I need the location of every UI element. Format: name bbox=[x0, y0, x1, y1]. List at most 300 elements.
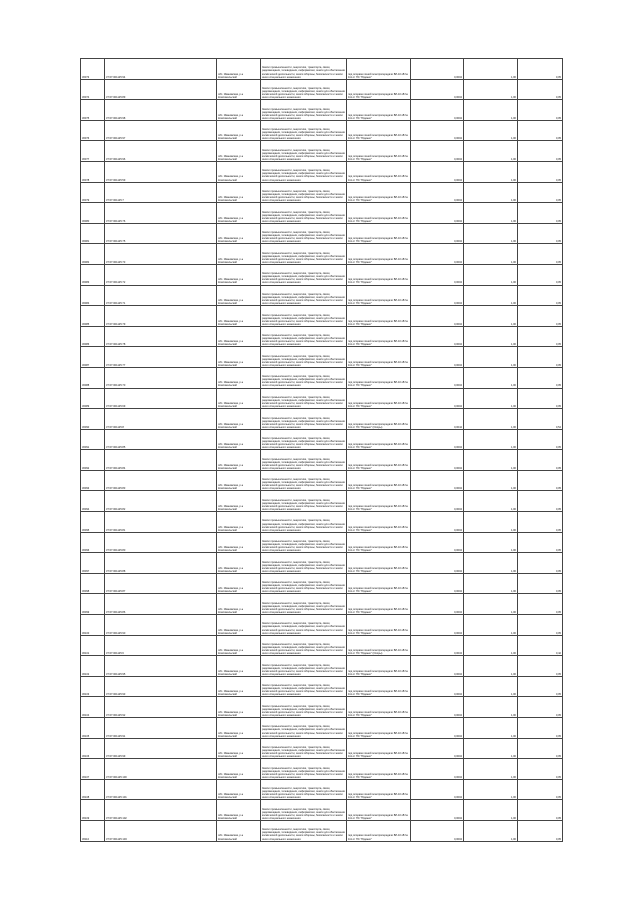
total-value-cell: 0,05 bbox=[518, 244, 563, 265]
land-category-cell: Земли промышленности, энергетики, транспорта, связи, радиовещания, телевидения, информатики, земли для обеспечения космической деятельности, земли обороны, безопасности и земли иного специального назначения bbox=[261, 718, 347, 739]
permitted-use-cell: под опорами линий электропередачи ВЛ-10 кВ № 111 от ПС "Юдинки" bbox=[347, 264, 411, 285]
table-row bbox=[81, 141, 563, 162]
permitted-use-cell: под опорами линий электропередачи ВЛ-10 кВ № 111 от ПС "Юдинки" bbox=[347, 779, 411, 800]
land-category-cell: Земли промышленности, энергетики, транспорта, связи, радиовещания, телевидения, информатики, земли для обеспечения космической деятельности, земли обороны, безопасности и земли иного специального назначения bbox=[261, 264, 347, 285]
cadastral-number-cell: 37:07:001125:75 bbox=[105, 223, 217, 244]
record-number-cell: 36083 bbox=[81, 264, 105, 285]
address-cell: обл. Ивановская, р-н Комсомольский bbox=[217, 491, 261, 512]
land-category-cell: Земли промышленности, энергетики, транспорта, связи, радиовещания, телевидения, информатики, земли для обеспечения космической деятельности, земли обороны, безопасности и земли иного специального назначения bbox=[261, 470, 347, 491]
land-category-cell: Земли промышленности, энергетики, транспорта, связи, радиовещания, телевидения, информатики, земли для обеспечения космической деятельности, земли обороны, безопасности и земли иного специального назначения bbox=[261, 820, 347, 841]
rate-value-cell: 1,00 bbox=[464, 553, 518, 574]
rate-value-cell: 1,00 bbox=[464, 120, 518, 141]
area-value-cell: 0,0004 bbox=[411, 450, 464, 471]
address-cell: обл. Ивановская, р-н Комсомольский bbox=[217, 409, 261, 430]
address-cell: обл. Ивановская, р-н Комсомольский bbox=[217, 656, 261, 677]
rate-value-cell: 1,00 bbox=[464, 182, 518, 203]
address-cell: обл. Ивановская, р-н Комсомольский bbox=[217, 203, 261, 224]
address-cell: обл. Ивановская, р-н Комсомольский bbox=[217, 100, 261, 121]
cadastral-number-cell: 37:07:001125:70 bbox=[105, 367, 217, 388]
record-number-cell: 36073 bbox=[81, 59, 105, 80]
record-number-cell: 36078 bbox=[81, 161, 105, 182]
table-row bbox=[81, 656, 563, 677]
address-cell: обл. Ивановская, р-н Комсомольский bbox=[217, 141, 261, 162]
address-cell: обл. Ивановская, р-н Комсомольский bbox=[217, 223, 261, 244]
land-category-cell: Земли промышленности, энергетики, транспорта, связи, радиовещания, телевидения, информатики, земли для обеспечения космической деятельности, земли обороны, безопасности и земли иного специального назначения bbox=[261, 79, 347, 100]
table-row bbox=[81, 635, 563, 656]
registry-page bbox=[80, 58, 562, 842]
total-value-cell: 0,05 bbox=[518, 79, 563, 100]
record-number-cell: 36093 bbox=[81, 470, 105, 491]
area-value-cell: 0,0004 bbox=[411, 429, 464, 450]
permitted-use-cell: под опорами линий электропередачи ВЛ-10 кВ № 111 от ПС "Юдинки" bbox=[347, 656, 411, 677]
area-value-cell: 0,0004 bbox=[411, 244, 464, 265]
area-value-cell: 0,0004 bbox=[411, 779, 464, 800]
area-value-cell: 0,0004 bbox=[411, 759, 464, 780]
permitted-use-cell: под опорами линий электропередачи ВЛ-10 кВ № 111 от ПС "Юдинки" bbox=[347, 182, 411, 203]
table-row bbox=[81, 779, 563, 800]
cadastral-number-cell: 37:07:001125:103 bbox=[105, 820, 217, 841]
address-cell: обл. Ивановская, р-н Комсомольский bbox=[217, 553, 261, 574]
permitted-use-cell: под опорами линий электропередачи ВЛ-10 кВ № 111 от ПС "Юдинки" bbox=[347, 759, 411, 780]
permitted-use-cell: под опорами линий электропередачи ВЛ-10 кВ № 111 от ПС "Юдинки" bbox=[347, 738, 411, 759]
table-row bbox=[81, 367, 563, 388]
area-value-cell: 0,0004 bbox=[411, 615, 464, 636]
total-value-cell: 0,05 bbox=[518, 161, 563, 182]
rate-value-cell: 1,00 bbox=[464, 718, 518, 739]
area-value-cell: 0,0004 bbox=[411, 100, 464, 121]
total-value-cell: 0,05 bbox=[518, 264, 563, 285]
rate-value-cell: 1,00 bbox=[464, 820, 518, 841]
permitted-use-cell: под опорами линий электропередачи ВЛ-10 кВ № 111 от ПС "Юдинки" bbox=[347, 429, 411, 450]
area-value-cell: 0,0004 bbox=[411, 656, 464, 677]
permitted-use-cell: под опорами линий электропередачи ВЛ-10 кВ № 111 от ПС "Юдинки" bbox=[347, 388, 411, 409]
record-number-cell: 36084 bbox=[81, 285, 105, 306]
address-cell: обл. Ивановская, р-н Комсомольский bbox=[217, 738, 261, 759]
land-category-cell: Земли промышленности, энергетики, транспорта, связи, радиовещания, телевидения, информатики, земли для обеспечения космической деятельности, земли обороны, безопасности и земли иного специального назначения bbox=[261, 285, 347, 306]
land-category-cell: Земли промышленности, энергетики, транспорта, связи, радиовещания, телевидения, информатики, земли для обеспечения космической деятельности, земли обороны, безопасности и земли иного специального назначения bbox=[261, 800, 347, 821]
address-cell: обл. Ивановская, р-н Комсомольский bbox=[217, 635, 261, 656]
cadastral-number-cell: 37:07:001125:81 bbox=[105, 512, 217, 533]
rate-value-cell: 1,00 bbox=[464, 800, 518, 821]
table-row bbox=[81, 306, 563, 327]
area-value-cell: 0,0004 bbox=[411, 491, 464, 512]
record-number-cell: 36101 bbox=[81, 635, 105, 656]
address-cell: обл. Ивановская, р-н Комсомольский bbox=[217, 512, 261, 533]
total-value-cell: 0,05 bbox=[518, 182, 563, 203]
cadastral-number-cell: 37:07:001125:92 bbox=[105, 697, 217, 718]
area-value-cell: 0,0004 bbox=[411, 79, 464, 100]
cadastral-number-cell: 37:07:001125:82 bbox=[105, 491, 217, 512]
address-cell: обл. Ивановская, р-н Комсомольский bbox=[217, 532, 261, 553]
area-value-cell: 0,0004 bbox=[411, 59, 464, 80]
record-number-cell: 36108 bbox=[81, 779, 105, 800]
cadastral-number-cell: 37:07:001125:96 bbox=[105, 141, 217, 162]
land-category-cell: Земли промышленности, энергетики, транспорта, связи, радиовещания, телевидения, информатики, земли для обеспечения космической деятельности, земли обороны, безопасности и земли иного специального назначения bbox=[261, 697, 347, 718]
total-value-cell: 0,05 bbox=[518, 615, 563, 636]
total-value-cell: 0,05 bbox=[518, 676, 563, 697]
total-value-cell: 0,05 bbox=[518, 59, 563, 80]
cadastral-number-cell: 37:07:001125:7 bbox=[105, 182, 217, 203]
table-row bbox=[81, 532, 563, 553]
cadastral-number-cell: 37:07:001125:95 bbox=[105, 656, 217, 677]
table-row bbox=[81, 120, 563, 141]
land-registry-table bbox=[80, 58, 563, 842]
total-value-cell: 0,05 bbox=[518, 779, 563, 800]
area-value-cell: 0,0004 bbox=[411, 388, 464, 409]
cadastral-number-cell: 37:07:001125:80 bbox=[105, 532, 217, 553]
permitted-use-cell: под опорами линий электропередачи ВЛ-10 кВ № 111 от ПС "Юдинки" bbox=[347, 161, 411, 182]
cadastral-number-cell: 37:07:001125:88 bbox=[105, 553, 217, 574]
area-value-cell: 0,0004 bbox=[411, 306, 464, 327]
land-category-cell: Земли промышленности, энергетики, транспорта, связи, радиовещания, телевидения, информатики, земли для обеспечения космической деятельности, земли обороны, безопасности и земли иного специального назначения bbox=[261, 676, 347, 697]
total-value-cell: 0,05 bbox=[518, 573, 563, 594]
cadastral-number-cell: 37:07:001125:94 bbox=[105, 59, 217, 80]
total-value-cell: 0,05 bbox=[518, 388, 563, 409]
record-number-cell: 36082 bbox=[81, 244, 105, 265]
address-cell: обл. Ивановская, р-н Комсомольский bbox=[217, 594, 261, 615]
total-value-cell: 0,05 bbox=[518, 759, 563, 780]
permitted-use-cell: под опорами линий электропередачи ВЛ-10 кВ № 111 от ПС "Юдинки" bbox=[347, 326, 411, 347]
permitted-use-cell: под опорами линий электропередачи ВЛ-10 кВ № 111 от ПС "Юдинки" bbox=[347, 553, 411, 574]
record-number-cell: 36079 bbox=[81, 182, 105, 203]
table-row bbox=[81, 800, 563, 821]
rate-value-cell: 1,00 bbox=[464, 264, 518, 285]
permitted-use-cell: под опорами линий электропередачи ВЛ-10 кВ № 111 от ПС "Юдинки" bbox=[347, 59, 411, 80]
land-category-cell: Земли промышленности, энергетики, транспорта, связи, радиовещания, телевидения, информатики, земли для обеспечения космической деятельности, земли обороны, безопасности и земли иного специального назначения bbox=[261, 388, 347, 409]
area-value-cell: 0,0004 bbox=[411, 594, 464, 615]
record-number-cell: 36087 bbox=[81, 347, 105, 368]
permitted-use-cell: под опорами линий электропередачи ВЛ-10 кВ № 111 от ПС "Юдинки" bbox=[347, 223, 411, 244]
cadastral-number-cell: 37:07:001125:78 bbox=[105, 326, 217, 347]
area-value-cell: 0,0004 bbox=[411, 738, 464, 759]
area-value-cell: 0,0044 bbox=[411, 409, 464, 430]
permitted-use-cell: под опорами линий электропередачи ВЛ-10 кВ № 111 от ПС "Юдинки" bbox=[347, 120, 411, 141]
total-value-cell: 0,05 bbox=[518, 532, 563, 553]
permitted-use-cell: под опорами линий электропередачи ВЛ-10 кВ № 111 от ПС "Юдинки" bbox=[347, 450, 411, 471]
land-category-cell: Земли промышленности, энергетики, транспорта, связи, радиовещания, телевидения, информатики, земли для обеспечения космической деятельности, земли обороны, безопасности и земли иного специального назначения bbox=[261, 367, 347, 388]
record-number-cell: 36085 bbox=[81, 306, 105, 327]
land-category-cell: Земли промышленности, энергетики, транспорта, связи, радиовещания, телевидения, информатики, земли для обеспечения космической деятельности, земли обороны, безопасности и земли иного специального назначения bbox=[261, 141, 347, 162]
permitted-use-cell: под опорами линий электропередачи ВЛ-10 кВ № 111 от ПС "Юдинки" (Опоры) bbox=[347, 409, 411, 430]
total-value-cell: 0,05 bbox=[518, 820, 563, 841]
rate-value-cell: 1,00 bbox=[464, 203, 518, 224]
address-cell: обл. Ивановская, р-н Комсомольский bbox=[217, 573, 261, 594]
cadastral-number-cell: 37:07:001125:100 bbox=[105, 759, 217, 780]
rate-value-cell: 1,00 bbox=[464, 491, 518, 512]
address-cell: обл. Ивановская, р-н Комсомольский bbox=[217, 800, 261, 821]
record-number-cell: 36097 bbox=[81, 553, 105, 574]
record-number-cell: 36106 bbox=[81, 738, 105, 759]
record-number-cell: 36074 bbox=[81, 79, 105, 100]
area-value-cell: 0,0004 bbox=[411, 203, 464, 224]
total-value-cell: 0,05 bbox=[518, 306, 563, 327]
land-category-cell: Земли промышленности, энергетики, транспорта, связи, радиовещания, телевидения, информатики, земли для обеспечения космической деятельности, земли обороны, безопасности и земли иного специального назначения bbox=[261, 326, 347, 347]
record-number-cell: 36095 bbox=[81, 512, 105, 533]
area-value-cell: 0,0004 bbox=[411, 161, 464, 182]
table-row bbox=[81, 553, 563, 574]
rate-value-cell: 1,00 bbox=[464, 244, 518, 265]
rate-value-cell: 1,00 bbox=[464, 409, 518, 430]
rate-value-cell: 1,00 bbox=[464, 367, 518, 388]
address-cell: обл. Ивановская, р-н Комсомольский bbox=[217, 429, 261, 450]
rate-value-cell: 1,00 bbox=[464, 100, 518, 121]
total-value-cell: 0,05 bbox=[518, 326, 563, 347]
rate-value-cell: 1,00 bbox=[464, 512, 518, 533]
cadastral-number-cell: 37:07:001125:101 bbox=[105, 779, 217, 800]
table-row bbox=[81, 594, 563, 615]
record-number-cell: 36091 bbox=[81, 429, 105, 450]
total-value-cell: 0,05 bbox=[518, 100, 563, 121]
rate-value-cell: 1,00 bbox=[464, 532, 518, 553]
cadastral-number-cell: 37:07:001125:8 bbox=[105, 409, 217, 430]
land-category-cell: Земли промышленности, энергетики, транспорта, связи, радиовещания, телевидения, информатики, земли для обеспечения космической деятельности, земли обороны, безопасности и земли иного специального назначения bbox=[261, 244, 347, 265]
land-category-cell: Земли промышленности, энергетики, транспорта, связи, радиовещания, телевидения, информатики, земли для обеспечения космической деятельности, земли обороны, безопасности и земли иного специального назначения bbox=[261, 450, 347, 471]
permitted-use-cell: под опорами линий электропередачи ВЛ-10 кВ № 111 от ПС "Юдинки" bbox=[347, 285, 411, 306]
table-row bbox=[81, 409, 563, 430]
table-row bbox=[81, 203, 563, 224]
total-value-cell: 0,05 bbox=[518, 367, 563, 388]
rate-value-cell: 1,00 bbox=[464, 326, 518, 347]
land-category-cell: Земли промышленности, энергетики, транспорта, связи, радиовещания, телевидения, информатики, земли для обеспечения космической деятельности, земли обороны, безопасности и земли иного специального назначения bbox=[261, 347, 347, 368]
address-cell: обл. Ивановская, р-н Комсомольский bbox=[217, 59, 261, 80]
address-cell: обл. Ивановская, р-н Комсомольский bbox=[217, 285, 261, 306]
cadastral-number-cell: 37:07:001125:97 bbox=[105, 120, 217, 141]
permitted-use-cell: под опорами линий электропередачи ВЛ-10 кВ № 111 от ПС "Юдинки" bbox=[347, 306, 411, 327]
record-number-cell: 36109 bbox=[81, 800, 105, 821]
cadastral-number-cell: 37:07:001125:85 bbox=[105, 429, 217, 450]
cadastral-number-cell: 37:07:001125:77 bbox=[105, 347, 217, 368]
land-category-cell: Земли промышленности, энергетики, транспорта, связи, радиовещания, телевидения, информатики, земли для обеспечения космической деятельности, земли обороны, безопасности и земли иного специального назначения bbox=[261, 635, 347, 656]
table-row bbox=[81, 264, 563, 285]
rate-value-cell: 1,00 bbox=[464, 161, 518, 182]
permitted-use-cell: под опорами линий электропередачи ВЛ-10 кВ № 111 от ПС "Юдинки" (Опоры) bbox=[347, 635, 411, 656]
table-row bbox=[81, 491, 563, 512]
cadastral-number-cell: 37:07:001125:73 bbox=[105, 244, 217, 265]
table-row bbox=[81, 244, 563, 265]
table-row bbox=[81, 285, 563, 306]
address-cell: обл. Ивановская, р-н Комсомольский bbox=[217, 244, 261, 265]
land-category-cell: Земли промышленности, энергетики, транспорта, связи, радиовещания, телевидения, информатики, земли для обеспечения космической деятельности, земли обороны, безопасности и земли иного специального назначения bbox=[261, 656, 347, 677]
rate-value-cell: 1,00 bbox=[464, 347, 518, 368]
address-cell: обл. Ивановская, р-н Комсомольский bbox=[217, 615, 261, 636]
address-cell: обл. Ивановская, р-н Комсомольский bbox=[217, 79, 261, 100]
address-cell: обл. Ивановская, р-н Комсомольский bbox=[217, 718, 261, 739]
address-cell: обл. Ивановская, р-н Комсомольский bbox=[217, 367, 261, 388]
table-row bbox=[81, 326, 563, 347]
address-cell: обл. Ивановская, р-н Комсомольский bbox=[217, 450, 261, 471]
cadastral-number-cell: 37:07:001125:86 bbox=[105, 594, 217, 615]
land-category-cell: Земли промышленности, энергетики, транспорта, связи, радиовещания, телевидения, информатики, земли для обеспечения космической деятельности, земли обороны, безопасности и земли иного специального назначения bbox=[261, 203, 347, 224]
area-value-cell: 0,0004 bbox=[411, 512, 464, 533]
total-value-cell: 0,05 bbox=[518, 203, 563, 224]
permitted-use-cell: под опорами линий электропередачи ВЛ-10 кВ № 111 от ПС "Юдинки" bbox=[347, 532, 411, 553]
table-row bbox=[81, 450, 563, 471]
rate-value-cell: 1,00 bbox=[464, 429, 518, 450]
record-number-cell: 36104 bbox=[81, 697, 105, 718]
address-cell: обл. Ивановская, р-н Комсомольский bbox=[217, 388, 261, 409]
area-value-cell: 0,0004 bbox=[411, 532, 464, 553]
total-value-cell: 0,05 bbox=[518, 656, 563, 677]
rate-value-cell: 1,00 bbox=[464, 738, 518, 759]
record-number-cell: 36075 bbox=[81, 100, 105, 121]
record-number-cell: 36081 bbox=[81, 223, 105, 244]
area-value-cell: 0,0004 bbox=[411, 347, 464, 368]
record-number-cell: 36107 bbox=[81, 759, 105, 780]
area-value-cell: 0,0004 bbox=[411, 264, 464, 285]
rate-value-cell: 1,00 bbox=[464, 470, 518, 491]
land-category-cell: Земли промышленности, энергетики, транспорта, связи, радиовещания, телевидения, информатики, земли для обеспечения космической деятельности, земли обороны, безопасности и земли иного специального назначения bbox=[261, 120, 347, 141]
area-value-cell: 0,0004 bbox=[411, 553, 464, 574]
land-category-cell: Земли промышленности, энергетики, транспорта, связи, радиовещания, телевидения, информатики, земли для обеспечения космической деятельности, земли обороны, безопасности и земли иного специального назначения bbox=[261, 223, 347, 244]
record-number-cell: 36098 bbox=[81, 573, 105, 594]
rate-value-cell: 1,00 bbox=[464, 656, 518, 677]
land-category-cell: Земли промышленности, энергетики, транспорта, связи, радиовещания, телевидения, информатики, земли для обеспечения космической деятельности, земли обороны, безопасности и земли иного специального назначения bbox=[261, 759, 347, 780]
total-value-cell: 0,05 bbox=[518, 347, 563, 368]
registry-table-body bbox=[81, 59, 563, 842]
cadastral-number-cell: 37:07:001125:76 bbox=[105, 203, 217, 224]
rate-value-cell: 1,00 bbox=[464, 697, 518, 718]
cadastral-number-cell: 37:07:001125:6 bbox=[105, 635, 217, 656]
total-value-cell: 0,42 bbox=[518, 635, 563, 656]
rate-value-cell: 1,00 bbox=[464, 573, 518, 594]
total-value-cell: 0,05 bbox=[518, 512, 563, 533]
area-value-cell: 0,0004 bbox=[411, 285, 464, 306]
cadastral-number-cell: 37:07:001125:93 bbox=[105, 676, 217, 697]
cadastral-number-cell: 37:07:001125:84 bbox=[105, 450, 217, 471]
land-category-cell: Земли промышленности, энергетики, транспорта, связи, радиовещания, телевидения, информатики, земли для обеспечения космической деятельности, земли обороны, безопасности и земли иного специального назначения bbox=[261, 573, 347, 594]
table-row bbox=[81, 470, 563, 491]
record-number-cell: 36103 bbox=[81, 676, 105, 697]
table-row bbox=[81, 388, 563, 409]
land-category-cell: Земли промышленности, энергетики, транспорта, связи, радиовещания, телевидения, информатики, земли для обеспечения космической деятельности, земли обороны, безопасности и земли иного специального назначения bbox=[261, 100, 347, 121]
record-number-cell: 36090 bbox=[81, 409, 105, 430]
land-category-cell: Земли промышленности, энергетики, транспорта, связи, радиовещания, телевидения, информатики, земли для обеспечения космической деятельности, земли обороны, безопасности и земли иного специального назначения bbox=[261, 182, 347, 203]
address-cell: обл. Ивановская, р-н Комсомольский bbox=[217, 470, 261, 491]
cadastral-number-cell: 37:07:001125:69 bbox=[105, 388, 217, 409]
total-value-cell: 0,05 bbox=[518, 738, 563, 759]
address-cell: обл. Ивановская, р-н Комсомольский bbox=[217, 697, 261, 718]
record-number-cell: 36096 bbox=[81, 532, 105, 553]
permitted-use-cell: под опорами линий электропередачи ВЛ-10 кВ № 111 от ПС "Юдинки" bbox=[347, 573, 411, 594]
total-value-cell: 0,05 bbox=[518, 223, 563, 244]
cadastral-number-cell: 37:07:001125:59 bbox=[105, 161, 217, 182]
table-row bbox=[81, 429, 563, 450]
total-value-cell: 0,05 bbox=[518, 470, 563, 491]
record-number-cell: 36110 bbox=[81, 820, 105, 841]
rate-value-cell: 1,00 bbox=[464, 450, 518, 471]
table-row bbox=[81, 100, 563, 121]
total-value-cell: 0,05 bbox=[518, 491, 563, 512]
permitted-use-cell: под опорами линий электропередачи ВЛ-10 кВ № 111 от ПС "Юдинки" bbox=[347, 820, 411, 841]
rate-value-cell: 1,00 bbox=[464, 615, 518, 636]
area-value-cell: 0,0004 bbox=[411, 367, 464, 388]
table-row bbox=[81, 223, 563, 244]
cadastral-number-cell: 37:07:001125:87 bbox=[105, 573, 217, 594]
address-cell: обл. Ивановская, р-н Комсомольский bbox=[217, 676, 261, 697]
permitted-use-cell: под опорами линий электропередачи ВЛ-10 кВ № 111 от ПС "Юдинки" bbox=[347, 347, 411, 368]
permitted-use-cell: под опорами линий электропередачи ВЛ-10 кВ № 111 от ПС "Юдинки" bbox=[347, 367, 411, 388]
table-row bbox=[81, 161, 563, 182]
address-cell: обл. Ивановская, р-н Комсомольский bbox=[217, 161, 261, 182]
table-row bbox=[81, 676, 563, 697]
table-row bbox=[81, 59, 563, 80]
table-row bbox=[81, 347, 563, 368]
cadastral-number-cell: 37:07:001125:99 bbox=[105, 738, 217, 759]
cadastral-number-cell: 37:07:001125:98 bbox=[105, 100, 217, 121]
area-value-cell: 0,0004 bbox=[411, 182, 464, 203]
rate-value-cell: 1,00 bbox=[464, 79, 518, 100]
area-value-cell: 0,0004 bbox=[411, 820, 464, 841]
cadastral-number-cell: 37:07:001125:90 bbox=[105, 615, 217, 636]
record-number-cell: 36086 bbox=[81, 326, 105, 347]
total-value-cell: 0,05 bbox=[518, 718, 563, 739]
total-value-cell: 0,05 bbox=[518, 594, 563, 615]
rate-value-cell: 1,00 bbox=[464, 676, 518, 697]
record-number-cell: 36092 bbox=[81, 450, 105, 471]
total-value-cell: 0,05 bbox=[518, 429, 563, 450]
cadastral-number-cell: 37:07:001125:79 bbox=[105, 306, 217, 327]
permitted-use-cell: под опорами линий электропередачи ВЛ-10 кВ № 111 от ПС "Юдинки" bbox=[347, 594, 411, 615]
permitted-use-cell: под опорами линий электропередачи ВЛ-10 кВ № 111 от ПС "Юдинки" bbox=[347, 491, 411, 512]
rate-value-cell: 1,00 bbox=[464, 223, 518, 244]
permitted-use-cell: под опорами линий электропередачи ВЛ-10 кВ № 111 от ПС "Юдинки" bbox=[347, 697, 411, 718]
table-row bbox=[81, 512, 563, 533]
land-category-cell: Земли промышленности, энергетики, транспорта, связи, радиовещания, телевидения, информатики, земли для обеспечения космической деятельности, земли обороны, безопасности и земли иного специального назначения bbox=[261, 553, 347, 574]
cadastral-number-cell: 37:07:001125:83 bbox=[105, 470, 217, 491]
area-value-cell: 0,0004 bbox=[411, 573, 464, 594]
address-cell: обл. Ивановская, р-н Комсомольский bbox=[217, 779, 261, 800]
cadastral-number-cell: 37:07:001125:102 bbox=[105, 800, 217, 821]
area-value-cell: 0,0004 bbox=[411, 470, 464, 491]
address-cell: обл. Ивановская, р-н Комсомольский bbox=[217, 182, 261, 203]
land-category-cell: Земли промышленности, энергетики, транспорта, связи, радиовещания, телевидения, информатики, земли для обеспечения космической деятельности, земли обороны, безопасности и земли иного специального назначения bbox=[261, 615, 347, 636]
record-number-cell: 36102 bbox=[81, 656, 105, 677]
land-category-cell: Земли промышленности, энергетики, транспорта, связи, радиовещания, телевидения, информатики, земли для обеспечения космической деятельности, земли обороны, безопасности и земли иного специального назначения bbox=[261, 59, 347, 80]
permitted-use-cell: под опорами линий электропередачи ВЛ-10 кВ № 111 от ПС "Юдинки" bbox=[347, 203, 411, 224]
rate-value-cell: 1,00 bbox=[464, 779, 518, 800]
total-value-cell: 0,05 bbox=[518, 800, 563, 821]
rate-value-cell: 1,00 bbox=[464, 388, 518, 409]
area-value-cell: 0,0004 bbox=[411, 326, 464, 347]
permitted-use-cell: под опорами линий электропередачи ВЛ-10 кВ № 111 от ПС "Юдинки" bbox=[347, 79, 411, 100]
permitted-use-cell: под опорами линий электропередачи ВЛ-10 кВ № 111 от ПС "Юдинки" bbox=[347, 676, 411, 697]
cadastral-number-cell: 37:07:001125:71 bbox=[105, 285, 217, 306]
permitted-use-cell: под опорами линий электропередачи ВЛ-10 кВ № 111 от ПС "Юдинки" bbox=[347, 718, 411, 739]
land-category-cell: Земли промышленности, энергетики, транспорта, связи, радиовещания, телевидения, информатики, земли для обеспечения космической деятельности, земли обороны, безопасности и земли иного специального назначения bbox=[261, 306, 347, 327]
area-value-cell: 0,0004 bbox=[411, 697, 464, 718]
record-number-cell: 36089 bbox=[81, 388, 105, 409]
address-cell: обл. Ивановская, р-н Комсомольский bbox=[217, 347, 261, 368]
permitted-use-cell: под опорами линий электропередачи ВЛ-10 кВ № 111 от ПС "Юдинки" bbox=[347, 615, 411, 636]
cadastral-number-cell: 37:07:001125:72 bbox=[105, 264, 217, 285]
table-row bbox=[81, 615, 563, 636]
table-row bbox=[81, 182, 563, 203]
table-row bbox=[81, 759, 563, 780]
rate-value-cell: 1,00 bbox=[464, 306, 518, 327]
area-value-cell: 0,0004 bbox=[411, 718, 464, 739]
record-number-cell: 36100 bbox=[81, 615, 105, 636]
land-category-cell: Земли промышленности, энергетики, транспорта, связи, радиовещания, телевидения, информатики, земли для обеспечения космической деятельности, земли обороны, безопасности и земли иного специального назначения bbox=[261, 512, 347, 533]
record-number-cell: 36099 bbox=[81, 594, 105, 615]
cadastral-number-cell: 37:07:001125:91 bbox=[105, 718, 217, 739]
table-row bbox=[81, 79, 563, 100]
address-cell: обл. Ивановская, р-н Комсомольский bbox=[217, 820, 261, 841]
permitted-use-cell: под опорами линий электропередачи ВЛ-10 кВ № 111 от ПС "Юдинки" bbox=[347, 100, 411, 121]
area-value-cell: 0,0004 bbox=[411, 676, 464, 697]
area-value-cell: 0,0004 bbox=[411, 223, 464, 244]
rate-value-cell: 1,00 bbox=[464, 59, 518, 80]
record-number-cell: 36076 bbox=[81, 120, 105, 141]
